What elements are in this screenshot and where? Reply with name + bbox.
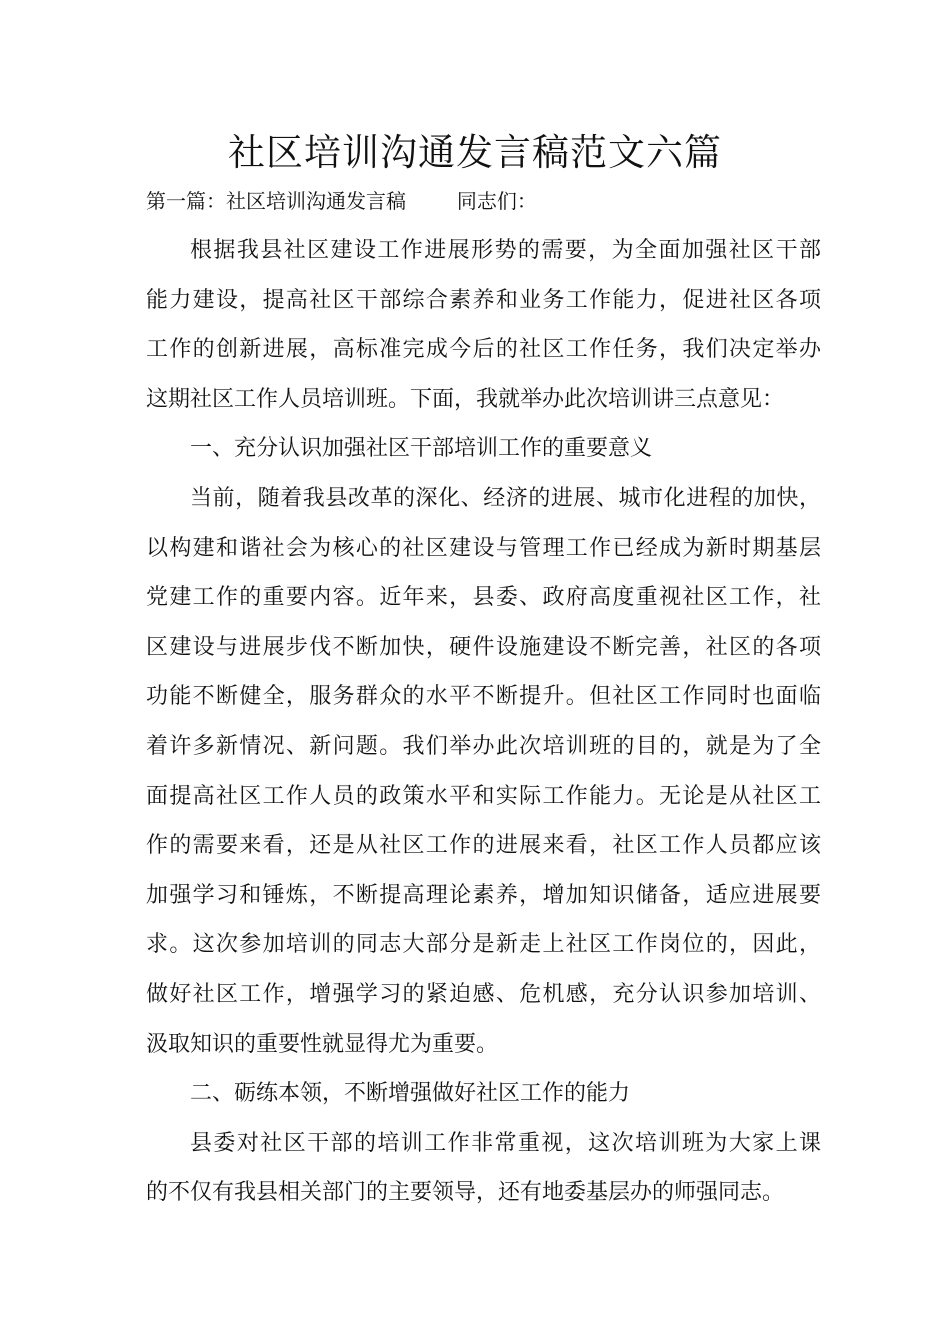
paragraph-line: 以构建和谐社会为核心的社区建设与管理工作已经成为新时期基层 [146, 535, 821, 561]
paragraph-line: 能力建设，提高社区干部综合素养和业务工作能力，促进社区各项 [146, 287, 821, 313]
paragraph-line: 作的需要来看，还是从社区工作的进展来看，社区工作人员都应该 [146, 833, 821, 859]
paragraph-line: 当前，随着我县改革的深化、经济的进展、城市化进程的加快， [190, 485, 821, 511]
paragraph-line: 党建工作的重要内容。近年来，县委、政府高度重视社区工作，社 [146, 585, 821, 611]
paragraph-line: 县委对社区干部的培训工作非常重视，这次培训班为大家上课 [190, 1130, 821, 1156]
paragraph-line: 做好社区工作，增强学习的紧迫感、危机感，充分认识参加培训、 [146, 981, 821, 1007]
paragraph-line: 区建设与进展步伐不断加快，硬件设施建设不断完善，社区的各项 [146, 634, 821, 660]
document-body [146, 226, 821, 1218]
paragraph-line: 二、砺练本领，不断增强做好社区工作的能力 [190, 1081, 631, 1107]
paragraph-line: 一、充分认识加强社区干部培训工作的重要意义 [190, 436, 653, 462]
paragraph-line: 根据我县社区建设工作进展形势的需要，为全面加强社区干部 [190, 238, 821, 263]
paragraph-line: 的不仅有我县相关部门的主要领导，还有地委基层办的师强同志。 [146, 1180, 785, 1206]
paragraph-line: 工作的创新进展，高标准完成今后的社区工作任务，我们决定举办 [146, 337, 821, 363]
paragraph-line: 求。这次参加培训的同志大部分是新走上社区工作岗位的，因此， [146, 932, 821, 958]
document-subtitle: 第一篇：社区培训沟通发言稿 同志们： [146, 189, 537, 213]
paragraph-line: 面提高社区工作人员的政策水平和实际工作能力。无论是从社区工 [146, 783, 821, 809]
paragraph-line: 加强学习和锤炼，不断提高理论素养，增加知识储备，适应进展要 [146, 882, 821, 908]
paragraph-line: 着许多新情况、新问题。我们举办此次培训班的目的，就是为了全 [146, 733, 821, 759]
paragraph-line: 功能不断健全，服务群众的水平不断提升。但社区工作同时也面临 [146, 684, 821, 710]
document-title: 社区培训沟通发言稿范文六篇 [228, 131, 722, 174]
paragraph-line: 这期社区工作人员培训班。下面，我就举办此次培训讲三点意见： [146, 386, 785, 412]
paragraph-line: 汲取知识的重要性就显得尤为重要。 [146, 1031, 499, 1057]
